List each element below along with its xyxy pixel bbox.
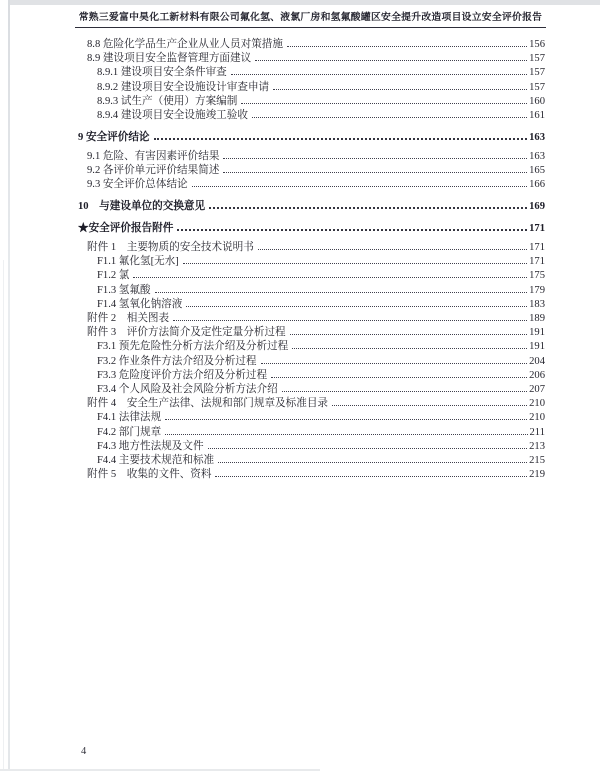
page-number: 4	[81, 746, 87, 757]
toc-entry-label: 9.2 各评价单元评价结果简述	[87, 165, 220, 177]
dot-leader	[287, 46, 527, 47]
toc-entry-label: F3.3 危险度评价方法介绍及分析过程	[97, 369, 268, 381]
toc-entry-page: 165	[529, 165, 545, 177]
toc-entry-label: 9 安全评价结论	[78, 131, 150, 143]
dot-leader	[223, 158, 527, 159]
dot-leader	[155, 292, 528, 293]
toc-entry	[78, 164, 545, 178]
toc-entry-page: 175	[529, 270, 545, 282]
toc-entry-label: 8.9 建设项目安全监督管理方面建议	[87, 53, 252, 65]
dot-leader	[165, 419, 527, 420]
toc-entry	[78, 468, 545, 482]
dot-leader	[215, 476, 527, 477]
toc-entry-page: 171	[529, 222, 545, 234]
toc-entry-page: 219	[529, 469, 545, 481]
toc-entry-label: 9.1 危险、有害因素评价结果	[87, 150, 220, 162]
toc-entry-label: F4.4 主要技术规范和标准	[97, 454, 215, 466]
toc-entry-page: 215	[529, 454, 545, 466]
toc-entry	[78, 369, 545, 383]
dot-leader	[133, 277, 527, 278]
toc-entry-page: 204	[529, 355, 545, 367]
toc-entry	[78, 241, 545, 255]
toc-entry-label: F4.3 地方性法规及文件	[97, 440, 204, 452]
scan-edge-left-faint	[3, 260, 4, 771]
scan-edge-top	[10, 0, 600, 5]
toc-entry-label: 10 与建设单位的交换意见	[78, 201, 206, 213]
document-header-title: 常熟三爱富中昊化工新材料有限公司氟化氢、液氯厂房和氢氟酸罐区安全提升改造项目设立安全评价报告	[75, 9, 546, 28]
toc-entry	[78, 109, 545, 123]
toc-entry-label: F1.4 氢氧化钠溶液	[97, 298, 183, 310]
toc-entry-page: 169	[529, 201, 545, 213]
toc-entry	[78, 326, 545, 340]
toc-entry-page: 210	[529, 412, 545, 424]
dot-leader	[273, 89, 527, 90]
toc-entry-page: 157	[529, 53, 545, 65]
toc-entry-label: 8.9.4 建设项目安全设施竣工验收	[97, 110, 248, 122]
toc-entry-page: 210	[529, 398, 545, 410]
toc-entry-page: 157	[529, 67, 545, 79]
toc-entry	[78, 383, 545, 397]
toc-entry-label: F3.4 个人风险及社会风险分析方法介绍	[97, 383, 278, 395]
dot-leader	[261, 363, 528, 364]
toc-entry-page: 207	[529, 383, 545, 395]
toc-entry	[78, 95, 545, 109]
dot-leader	[258, 249, 527, 250]
toc-entry	[78, 38, 545, 52]
dot-leader	[223, 172, 527, 173]
toc-entry	[78, 298, 545, 312]
dot-leader	[332, 405, 527, 406]
dot-leader	[154, 138, 528, 140]
dot-leader	[209, 207, 527, 209]
toc-entry	[78, 397, 545, 411]
toc-entry	[78, 312, 545, 326]
toc-entry-page: 163	[529, 150, 545, 162]
dot-leader	[183, 263, 527, 264]
dot-leader	[218, 462, 527, 463]
toc-entry	[78, 355, 545, 369]
dot-leader	[192, 186, 527, 187]
dot-leader	[271, 377, 527, 378]
dot-leader	[255, 60, 527, 61]
dot-leader	[173, 320, 527, 321]
toc-entry-label: 附件 3 评价方法简介及定性定量分析过程	[87, 327, 286, 339]
toc-entry	[78, 269, 545, 283]
toc-entry-label: 附件 2 相关图表	[87, 312, 170, 324]
toc-entry-page: 157	[529, 81, 545, 93]
scan-edge-left	[8, 0, 10, 771]
toc-entry-page: 213	[529, 440, 545, 452]
toc-entry-label: F4.2 部门规章	[97, 426, 162, 438]
toc-entry	[78, 131, 545, 145]
toc-entry-page: 156	[529, 39, 545, 50]
toc-entry	[78, 284, 545, 298]
toc-entry-page: 161	[529, 110, 545, 122]
dot-leader	[177, 229, 527, 231]
dot-leader	[165, 434, 527, 435]
toc-entry-label: F3.1 预先危险性分析方法介绍及分析过程	[97, 341, 289, 353]
toc-entry-label: 附件 1 主要物质的安全技术说明书	[87, 241, 254, 253]
table-of-contents	[78, 38, 545, 482]
toc-entry-label: 8.8 危险化学品生产企业从业人员对策措施	[87, 39, 283, 50]
toc-entry-page: 183	[529, 298, 545, 310]
toc-entry-label: F4.1 法律法规	[97, 412, 162, 424]
toc-entry	[78, 222, 545, 236]
dot-leader	[186, 306, 527, 307]
toc-entry-label: ★安全评价报告附件	[78, 222, 174, 234]
dot-leader	[290, 334, 527, 335]
toc-entry-label: 9.3 安全评价总体结论	[87, 179, 188, 191]
toc-entry-label: 附件 4 安全生产法律、法规和部门规章及标准目录	[87, 398, 329, 410]
dot-leader	[252, 117, 527, 118]
toc-entry-label: F1.3 氢氟酸	[97, 284, 151, 296]
toc-entry-page: 166	[529, 179, 545, 191]
toc-entry-page: 211	[529, 426, 545, 438]
toc-entry	[78, 81, 545, 95]
toc-entry	[78, 411, 545, 425]
toc-entry-label: F3.2 作业条件方法介绍及分析过程	[97, 355, 257, 367]
toc-entry-label: F1.2 氯	[97, 270, 130, 282]
toc-entry-page: 179	[529, 284, 545, 296]
toc-entry-page: 206	[529, 369, 545, 381]
toc-entry-page: 189	[529, 312, 545, 324]
dot-leader	[241, 103, 527, 104]
dot-leader	[231, 74, 527, 75]
toc-entry-page: 171	[529, 241, 545, 253]
toc-entry-label: 8.9.2 建设项目安全设施设计审查申请	[97, 81, 270, 93]
toc-entry	[78, 52, 545, 66]
toc-entry	[78, 150, 545, 164]
toc-entry	[78, 440, 545, 454]
toc-entry	[78, 178, 545, 192]
toc-entry	[78, 340, 545, 354]
toc-entry	[78, 454, 545, 468]
dot-leader	[292, 348, 527, 349]
toc-entry-page: 160	[529, 95, 545, 107]
toc-entry-page: 191	[529, 327, 545, 339]
toc-entry	[78, 426, 545, 440]
toc-entry-page: 163	[529, 131, 545, 143]
dot-leader	[282, 391, 527, 392]
toc-entry-page: 171	[529, 256, 545, 268]
toc-entry	[78, 66, 545, 80]
toc-entry	[78, 255, 545, 269]
toc-entry-label: 8.9.3 试生产（使用）方案编制	[97, 95, 238, 107]
toc-entry-label: 附件 5 收集的文件、资料	[87, 469, 212, 481]
toc-entry	[78, 200, 545, 214]
toc-entry-page: 191	[529, 341, 545, 353]
dot-leader	[208, 448, 528, 449]
toc-entry-label: 8.9.1 建设项目安全条件审查	[97, 67, 227, 79]
toc-entry-label: F1.1 氟化氢[无水]	[97, 256, 179, 268]
